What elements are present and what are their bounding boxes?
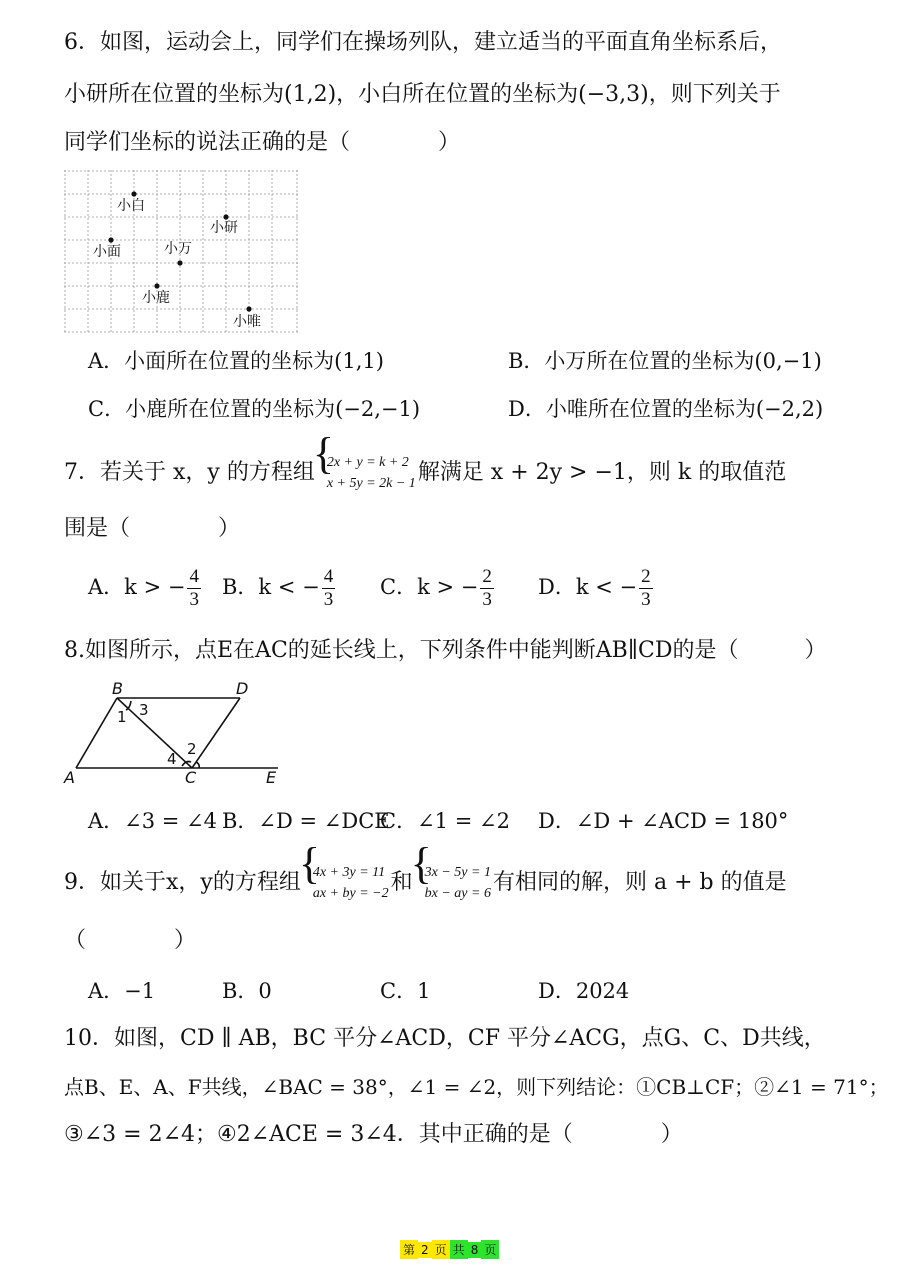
q9-option-d[interactable]: D．2024 [538,979,630,1003]
label-xiaoyan: 小研 [210,220,238,236]
q6-option-b[interactable]: B．小万所在位置的坐标为(0,−1) [508,349,822,373]
q7-option-c-text: C．k > − [380,575,479,599]
fraction-numerator: 2 [641,566,651,587]
page-indicator-total: 8 [468,1242,482,1258]
label-A: A [64,768,75,786]
q7-option-d-fraction [639,566,653,611]
q7-line2: 围是（ ） [64,516,241,541]
label-xiaolu: 小鹿 [142,290,170,306]
point-xiaowei [246,306,251,311]
point-xiaomian [108,237,113,242]
q7-option-a-fraction [187,566,201,611]
page-indicator-unit: 页 [432,1240,450,1259]
q9-pre: 9．如关于x，y的方程组 [64,870,301,895]
q6-line3: 同学们坐标的说法正确的是（ ） [64,130,461,155]
angle-label-4: 4 [167,750,177,768]
q8-parallelogram-figure [60,680,290,786]
angle-label-3: 3 [139,701,149,719]
q7-option-c[interactable] [380,566,494,611]
q10-line3: ③∠3 = 2∠4；④2∠ACE = 3∠4．其中正确的是（ ） [64,1122,683,1147]
q6-grid-figure [64,170,300,334]
q10-line1: 10．如图，CD ∥ AB，BC 平分∠ACD，CF 平分∠ACG，点G、C、D共线， [64,1026,826,1051]
label-C: C [185,768,197,786]
fraction-numerator: 2 [482,566,492,587]
q6-option-c[interactable]: C．小鹿所在位置的坐标为(−2,−1) [88,397,421,421]
page-indicator-prefix: 第 [400,1240,418,1259]
q9-line1 [64,862,787,904]
q7-option-a[interactable] [88,566,201,611]
q9-option-c[interactable]: C．1 [380,979,431,1003]
fraction-denominator: 3 [482,589,492,610]
label-xiaowei: 小唯 [233,314,261,330]
q7-eq1: { 2x + y = k + 2 [326,455,409,470]
point-xiaobai [131,191,136,196]
q6-line1: 6．如图，运动会上，同学们在操场列队，建立适当的平面直角坐标系后， [64,30,782,55]
q7-post: 解满足 x + 2y > −1，则 k 的取值范 [417,460,787,485]
q9-line2: （ ） [64,928,197,953]
q9-eq4: bx − ay = 6 [424,886,491,901]
fraction-denominator: 3 [189,589,199,610]
fraction-numerator: 4 [323,566,334,587]
fraction-numerator: 4 [189,566,199,587]
point-xiaoyan [223,214,228,219]
q9-option-b[interactable]: B．0 [222,979,272,1003]
q7-option-b[interactable] [222,566,335,611]
angle-label-1: 1 [117,708,127,726]
page-indicator-total-unit: 页 [481,1240,499,1259]
q6-option-a[interactable]: A．小面所在位置的坐标为(1,1) [88,349,384,373]
q9-equation-system-2 [415,862,491,904]
q6-option-d[interactable]: D．小唯所在位置的坐标为(−2,2) [508,397,824,421]
label-B: B [112,680,123,698]
q9-eq3: { 3x − 5y = 1 [424,865,491,880]
q9-option-a[interactable]: A．−1 [88,979,156,1003]
q7-option-d[interactable] [538,566,653,611]
label-xiaobai: 小白 [117,198,145,214]
fraction-denominator: 3 [323,589,334,610]
q6-line2: 小研所在位置的坐标为(1,2)，小白所在位置的坐标为(−3,3)，则下列关于 [64,82,781,107]
label-xiaomian: 小面 [93,244,121,260]
q7-equation-system [317,452,416,494]
q7-pre: 7．若关于 x，y 的方程组 [64,460,315,485]
q9-eq1: { 4x + 3y = 11 [312,865,386,880]
q7-eq2: x + 5y = 2k − 1 [326,476,416,491]
q7-option-a-text: A．k > − [88,575,186,599]
q8-option-b[interactable]: B．∠D = ∠DCE [222,809,390,833]
label-xiaowan: 小万 [164,241,192,257]
q7-option-d-text: D．k < − [538,575,638,599]
q8-option-a[interactable]: A．∠3 = ∠4 [88,809,218,833]
point-xiaowan [177,260,182,265]
q9-post: 有相同的解，则 a + b 的值是 [492,870,787,895]
angle-label-2: 2 [187,740,197,758]
label-E: E [266,768,277,786]
page-indicator-current: 2 [418,1242,432,1258]
label-D: D [236,680,249,698]
q7-option-b-fraction [322,566,336,611]
page-indicator [400,1240,499,1259]
q9-eq2: ax + by = −2 [312,886,389,901]
q9-mid: 和 [390,870,413,895]
q7-option-c-fraction [480,566,494,611]
q7-line1 [64,452,786,494]
q10-line2: 点B、E、A、F共线，∠BAC = 38°，∠1 = ∠2，则下列结论：①CB⊥CF；②∠1 = 71°； [64,1075,889,1099]
point-xiaolu [154,283,159,288]
page-indicator-total-prefix: 共 [450,1240,468,1259]
q8-option-c[interactable]: C．∠1 = ∠2 [380,809,510,833]
q8-option-d[interactable]: D．∠D + ∠ACD = 180° [538,809,789,833]
q7-option-b-text: B．k < − [222,575,320,599]
q9-equation-system-1 [303,862,389,904]
q8-line1: 8.如图所示，点E在AC的延长线上，下列条件中能判断AB∥CD的是（ ） [64,638,827,663]
fraction-denominator: 3 [641,589,651,610]
